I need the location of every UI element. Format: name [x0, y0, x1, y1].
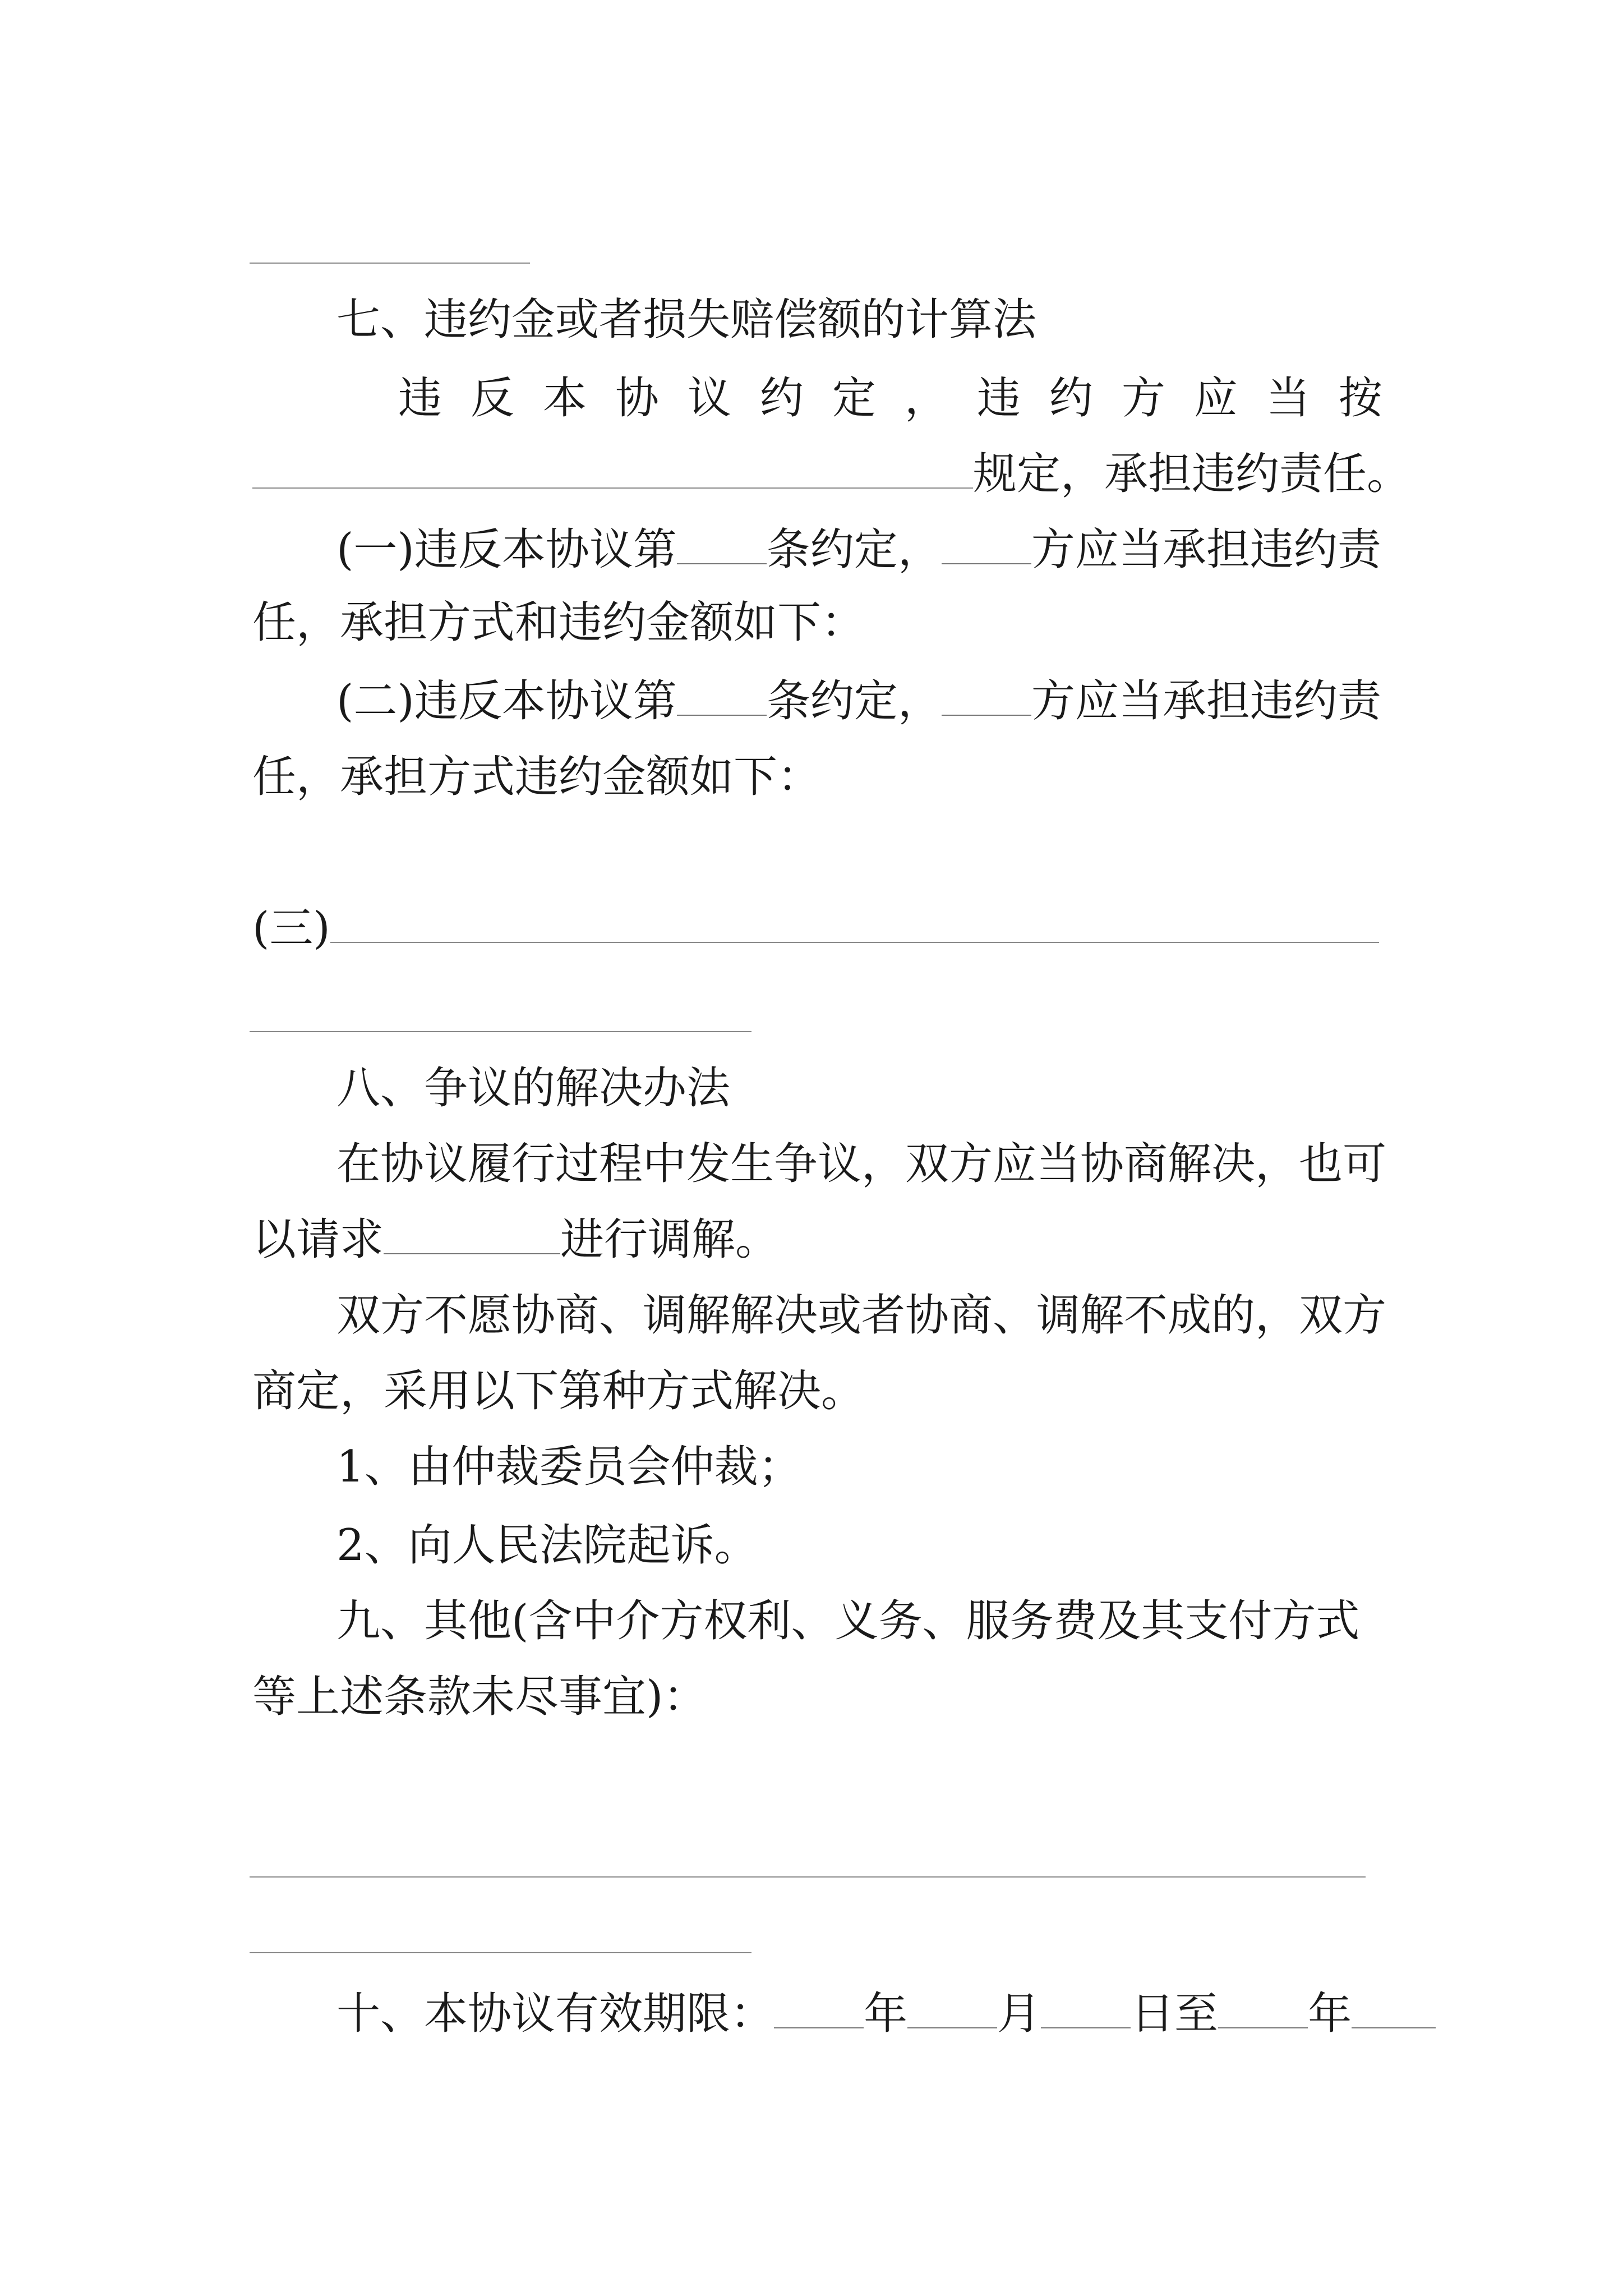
start-month-blank[interactable]: [907, 1988, 997, 2028]
option-1-text: 1、由仲裁委员会仲裁；: [336, 1442, 802, 1492]
section-9-para-cont: [252, 1669, 1388, 1725]
year-label: 年: [864, 1989, 908, 2039]
item-2-text-c: 方应当承担违约责: [1031, 676, 1381, 726]
party-blank[interactable]: [942, 524, 1031, 564]
section-7-item-1: [336, 522, 1388, 578]
section-10-validity: [336, 1986, 1388, 2042]
justified-char: 约: [759, 373, 804, 424]
justified-char: 按: [1338, 373, 1382, 424]
blank-rule: [250, 1952, 751, 1953]
justified-char: 议: [687, 373, 731, 424]
end-year-blank[interactable]: [1218, 1988, 1308, 2028]
mediator-blank[interactable]: [384, 1214, 560, 1254]
section-9-para: [336, 1593, 1388, 1649]
article-number-blank[interactable]: [677, 675, 767, 716]
item-3-text: (三): [252, 903, 330, 954]
validity-label: 十、本协议有效期限：: [336, 1989, 774, 2039]
option-2-text: 2、向人民法院起诉。: [336, 1520, 758, 1571]
justified-char: 定: [832, 373, 876, 424]
section-8-para-1-text: 在协议履行过程中发生争议，双方应当协商解决，也可: [336, 1139, 1387, 1189]
blank-rule: [250, 1876, 1366, 1878]
item-2-text-b: 条约定，: [766, 676, 942, 726]
blank-rule: [250, 1031, 751, 1032]
section-8-para-2-cont: [252, 1363, 1388, 1419]
section-8-heading: [336, 1060, 1388, 1116]
item-2-text-a: (二)违反本协议第: [336, 676, 677, 726]
item-1-text-a: (一)违反本协议第: [336, 524, 677, 575]
blank-rule-top: [250, 263, 530, 264]
section-9-text-b: 等上述条款未尽事宜)：: [252, 1672, 707, 1722]
section-7-line-1: [398, 370, 1382, 426]
month-label: 月: [997, 1989, 1041, 2039]
justified-char: ，: [904, 373, 948, 424]
item-2-text-d: 任，承担方式违约金额如下：: [252, 752, 822, 802]
section-8-option-2: [336, 1517, 1388, 1573]
justified-char: 反: [470, 373, 514, 424]
section-8-para-1-cont: [252, 1212, 1388, 1268]
section-7-item-3: [252, 900, 1388, 956]
start-day-blank[interactable]: [1041, 1988, 1131, 2028]
justified-char: 方: [1121, 373, 1165, 424]
section-9-text-a: 九、其他(含中介方权利、义务、服务费及其支付方式: [336, 1596, 1360, 1646]
article-number-blank[interactable]: [677, 524, 767, 564]
justified-char: 协: [615, 373, 659, 424]
section-8-para-2-text-b: 商定，采用以下第种方式解决。: [252, 1366, 865, 1416]
para-1-text-b: 以请求: [252, 1214, 384, 1265]
justified-char: 约: [1049, 373, 1093, 424]
blank-line[interactable]: [252, 448, 973, 489]
item-1-text-d: 任，承担方式和违约金额如下：: [252, 597, 865, 648]
justified-char: 违: [976, 373, 1021, 424]
section-7-heading-text: 七、违约金或者损失赔偿额的计算法: [336, 295, 1037, 345]
year-label: 年: [1308, 1989, 1352, 2039]
section-8-para-1: [336, 1136, 1388, 1192]
day-to-label: 日至: [1131, 1989, 1219, 2039]
party-blank[interactable]: [942, 675, 1031, 716]
section-7-line-2: [252, 446, 1411, 502]
para-1-text-c: 进行调解。: [560, 1214, 780, 1265]
justified-char: 本: [542, 373, 587, 424]
blank-line[interactable]: [330, 903, 1379, 943]
section-8-para-2: [336, 1287, 1388, 1343]
section-7-line-2-text: 规定，承担违约责任。: [973, 449, 1411, 499]
justified-char: 应: [1193, 373, 1238, 424]
section-8-para-2-text: 双方不愿协商、调解解决或者协商、调解不成的，双方: [336, 1290, 1387, 1341]
section-8-option-1: [336, 1439, 1388, 1495]
section-7-item-2-cont: [252, 749, 1388, 805]
section-7-item-2: [336, 673, 1388, 729]
section-8-heading-text: 八、争议的解决办法: [336, 1063, 731, 1114]
end-month-blank[interactable]: [1352, 1988, 1436, 2028]
item-1-text-c: 方应当承担违约责: [1031, 524, 1381, 575]
justified-char: 当: [1266, 373, 1310, 424]
section-7-heading: [336, 292, 1388, 348]
item-1-text-b: 条约定，: [766, 524, 942, 575]
start-year-blank[interactable]: [774, 1988, 864, 2028]
section-7-item-1-cont: [252, 595, 1388, 651]
justified-char: 违: [398, 373, 442, 424]
